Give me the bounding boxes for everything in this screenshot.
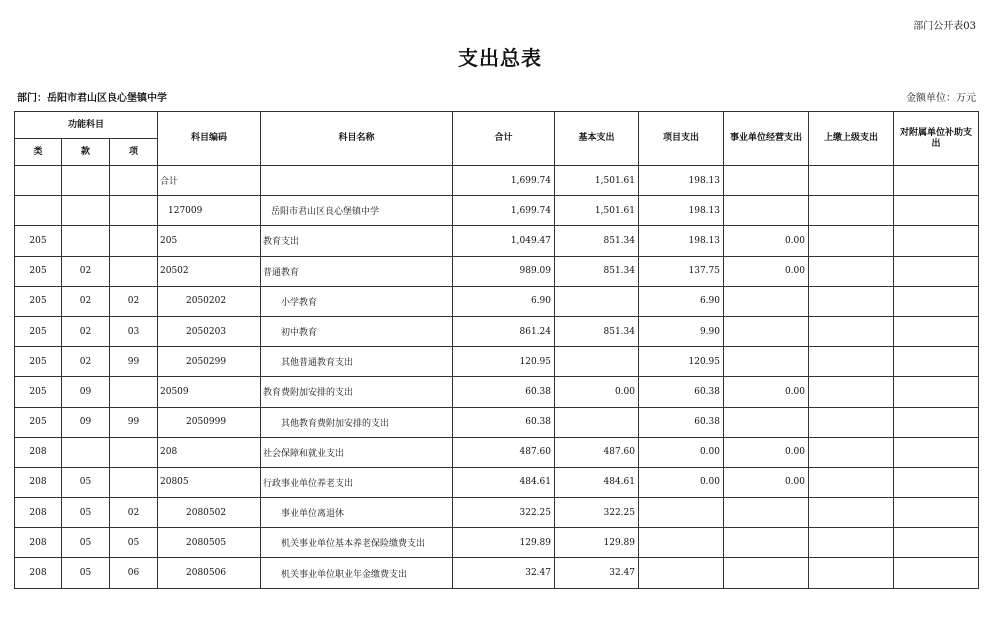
cell-basic — [555, 407, 639, 437]
table-row — [15, 377, 979, 407]
cell-kuan: 05 — [62, 498, 110, 528]
cell-xiang: 03 — [110, 316, 158, 346]
cell-subsidiary — [894, 196, 979, 226]
cell-lei: 205 — [15, 286, 62, 316]
header-project-expense: 项目支出 — [639, 112, 724, 166]
cell-operating — [724, 528, 809, 558]
cell-operating — [724, 407, 809, 437]
header-operating-expense: 事业单位经营支出 — [724, 112, 809, 166]
cell-superior — [809, 226, 894, 256]
cell-total: 129.89 — [453, 528, 555, 558]
cell-project — [639, 558, 724, 588]
cell-kuan — [62, 437, 110, 467]
header-lei: 类 — [15, 139, 62, 166]
cell-total: 32.47 — [453, 558, 555, 588]
cell-xiang: 06 — [110, 558, 158, 588]
cell-code: 2050999 — [158, 407, 261, 437]
table-row — [15, 166, 979, 196]
cell-kuan: 05 — [62, 528, 110, 558]
cell-total: 1,049.47 — [453, 226, 555, 256]
header-subject-code: 科目编码 — [158, 112, 261, 166]
cell-basic — [555, 286, 639, 316]
page-title: 支出总表 — [458, 46, 542, 70]
header-xiang: 项 — [110, 139, 158, 166]
cell-xiang: 02 — [110, 498, 158, 528]
header-subsidiary-subsidy: 对附属单位补助支出 — [894, 112, 979, 166]
cell-subsidiary — [894, 467, 979, 497]
cell-operating — [724, 316, 809, 346]
cell-kuan: 09 — [62, 377, 110, 407]
cell-subsidiary — [894, 256, 979, 286]
cell-code: 2050203 — [158, 316, 261, 346]
table-row — [15, 286, 979, 316]
cell-code: 2050299 — [158, 347, 261, 377]
cell-basic: 851.34 — [555, 316, 639, 346]
cell-code: 2050202 — [158, 286, 261, 316]
header-kuan: 款 — [62, 139, 110, 166]
cell-superior — [809, 316, 894, 346]
cell-subsidiary — [894, 226, 979, 256]
cell-lei: 208 — [15, 498, 62, 528]
cell-lei: 205 — [15, 256, 62, 286]
cell-name — [261, 166, 453, 196]
cell-subsidiary — [894, 558, 979, 588]
cell-kuan — [62, 196, 110, 226]
cell-name: 岳阳市君山区良心堡镇中学 — [261, 196, 453, 226]
cell-kuan: 02 — [62, 286, 110, 316]
cell-lei: 208 — [15, 467, 62, 497]
cell-project: 198.13 — [639, 226, 724, 256]
cell-project: 137.75 — [639, 256, 724, 286]
cell-project: 0.00 — [639, 467, 724, 497]
cell-total: 6.90 — [453, 286, 555, 316]
cell-lei: 205 — [15, 377, 62, 407]
cell-lei: 205 — [15, 347, 62, 377]
table-row — [15, 196, 979, 226]
header-superior-payment: 上缴上级支出 — [809, 112, 894, 166]
cell-project — [639, 528, 724, 558]
cell-basic: 322.25 — [555, 498, 639, 528]
cell-project: 6.90 — [639, 286, 724, 316]
header-total: 合计 — [453, 112, 555, 166]
cell-name: 社会保障和就业支出 — [261, 437, 453, 467]
cell-name: 普通教育 — [261, 256, 453, 286]
cell-operating: 0.00 — [724, 226, 809, 256]
cell-name: 其他普通教育支出 — [261, 347, 453, 377]
cell-name: 教育支出 — [261, 226, 453, 256]
table-row — [15, 498, 979, 528]
cell-xiang: 02 — [110, 286, 158, 316]
cell-xiang: 99 — [110, 347, 158, 377]
cell-project: 60.38 — [639, 377, 724, 407]
cell-superior — [809, 166, 894, 196]
cell-basic: 1,501.61 — [555, 196, 639, 226]
cell-operating — [724, 196, 809, 226]
cell-lei: 208 — [15, 558, 62, 588]
cell-xiang: 05 — [110, 528, 158, 558]
cell-total: 487.60 — [453, 437, 555, 467]
cell-lei: 208 — [15, 528, 62, 558]
cell-xiang — [110, 256, 158, 286]
cell-superior — [809, 256, 894, 286]
cell-total: 120.95 — [453, 347, 555, 377]
cell-total: 322.25 — [453, 498, 555, 528]
cell-basic: 851.34 — [555, 256, 639, 286]
cell-lei — [15, 166, 62, 196]
cell-superior — [809, 196, 894, 226]
cell-total: 1,699.74 — [453, 196, 555, 226]
cell-operating — [724, 558, 809, 588]
cell-name: 初中教育 — [261, 316, 453, 346]
cell-name: 机关事业单位职业年金缴费支出 — [261, 558, 453, 588]
table-row — [15, 256, 979, 286]
cell-operating: 0.00 — [724, 467, 809, 497]
cell-superior — [809, 286, 894, 316]
cell-superior — [809, 467, 894, 497]
cell-xiang: 99 — [110, 407, 158, 437]
cell-basic: 32.47 — [555, 558, 639, 588]
table-row — [15, 407, 979, 437]
cell-kuan: 05 — [62, 467, 110, 497]
cell-total: 1,699.74 — [453, 166, 555, 196]
cell-name: 教育费附加安排的支出 — [261, 377, 453, 407]
cell-xiang — [110, 166, 158, 196]
cell-subsidiary — [894, 316, 979, 346]
table-row — [15, 558, 979, 588]
cell-operating — [724, 166, 809, 196]
cell-operating: 0.00 — [724, 256, 809, 286]
cell-superior — [809, 347, 894, 377]
cell-basic: 484.61 — [555, 467, 639, 497]
cell-xiang — [110, 467, 158, 497]
cell-xiang — [110, 437, 158, 467]
cell-subsidiary — [894, 528, 979, 558]
cell-project: 198.13 — [639, 166, 724, 196]
cell-project: 120.95 — [639, 347, 724, 377]
cell-code: 合计 — [158, 166, 261, 196]
cell-project: 198.13 — [639, 196, 724, 226]
cell-lei: 205 — [15, 226, 62, 256]
cell-total: 989.09 — [453, 256, 555, 286]
cell-subsidiary — [894, 347, 979, 377]
cell-kuan: 02 — [62, 347, 110, 377]
cell-superior — [809, 437, 894, 467]
cell-basic: 851.34 — [555, 226, 639, 256]
table-row — [15, 528, 979, 558]
cell-code: 127009 — [158, 196, 261, 226]
cell-total: 60.38 — [453, 407, 555, 437]
form-number: 部门公开表03 — [913, 21, 976, 32]
cell-code: 208 — [158, 437, 261, 467]
cell-project: 9.90 — [639, 316, 724, 346]
cell-kuan — [62, 166, 110, 196]
cell-kuan: 02 — [62, 256, 110, 286]
cell-total: 60.38 — [453, 377, 555, 407]
cell-name: 小学教育 — [261, 286, 453, 316]
cell-lei — [15, 196, 62, 226]
cell-operating: 0.00 — [724, 377, 809, 407]
cell-subsidiary — [894, 498, 979, 528]
cell-operating — [724, 286, 809, 316]
cell-total: 861.24 — [453, 316, 555, 346]
cell-subsidiary — [894, 437, 979, 467]
cell-basic: 487.60 — [555, 437, 639, 467]
cell-subsidiary — [894, 166, 979, 196]
cell-code: 20805 — [158, 467, 261, 497]
header-subject-name: 科目名称 — [261, 112, 453, 166]
cell-xiang — [110, 196, 158, 226]
cell-name: 行政事业单位养老支出 — [261, 467, 453, 497]
cell-lei: 205 — [15, 407, 62, 437]
cell-code: 20509 — [158, 377, 261, 407]
cell-xiang — [110, 377, 158, 407]
cell-subsidiary — [894, 407, 979, 437]
cell-project: 60.38 — [639, 407, 724, 437]
cell-code: 2080505 — [158, 528, 261, 558]
table-row — [15, 347, 979, 377]
cell-subsidiary — [894, 377, 979, 407]
cell-superior — [809, 498, 894, 528]
cell-operating — [724, 347, 809, 377]
cell-name: 事业单位离退休 — [261, 498, 453, 528]
cell-basic: 1,501.61 — [555, 166, 639, 196]
cell-total: 484.61 — [453, 467, 555, 497]
cell-operating: 0.00 — [724, 437, 809, 467]
cell-superior — [809, 528, 894, 558]
cell-operating — [724, 498, 809, 528]
cell-basic — [555, 347, 639, 377]
cell-project: 0.00 — [639, 437, 724, 467]
cell-code: 2080502 — [158, 498, 261, 528]
cell-lei: 205 — [15, 316, 62, 346]
cell-kuan: 02 — [62, 316, 110, 346]
cell-kuan: 09 — [62, 407, 110, 437]
cell-kuan: 05 — [62, 558, 110, 588]
header-functional-subject: 功能科目 — [15, 112, 158, 139]
cell-code: 205 — [158, 226, 261, 256]
cell-basic: 129.89 — [555, 528, 639, 558]
table-body — [15, 166, 979, 589]
table-row — [15, 316, 979, 346]
cell-name: 机关事业单位基本养老保险缴费支出 — [261, 528, 453, 558]
cell-basic: 0.00 — [555, 377, 639, 407]
cell-superior — [809, 407, 894, 437]
header-basic-expense: 基本支出 — [555, 112, 639, 166]
expenditure-table — [14, 111, 979, 589]
cell-code: 20502 — [158, 256, 261, 286]
cell-code: 2080506 — [158, 558, 261, 588]
table-row — [15, 467, 979, 497]
amount-unit-label: 金额单位：万元 — [906, 93, 976, 104]
table-row — [15, 226, 979, 256]
cell-superior — [809, 558, 894, 588]
cell-name: 其他教育费附加安排的支出 — [261, 407, 453, 437]
cell-xiang — [110, 226, 158, 256]
cell-kuan — [62, 226, 110, 256]
cell-superior — [809, 377, 894, 407]
department-label: 部门：岳阳市君山区良心堡镇中学 — [17, 93, 167, 104]
table-row — [15, 437, 979, 467]
cell-project — [639, 498, 724, 528]
cell-subsidiary — [894, 286, 979, 316]
cell-lei: 208 — [15, 437, 62, 467]
